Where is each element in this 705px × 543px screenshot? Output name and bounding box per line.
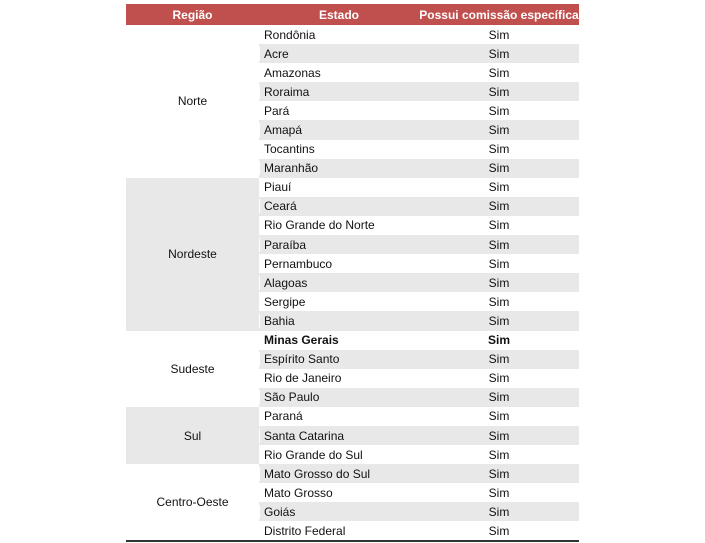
- header-regiao: Região: [172, 7, 213, 22]
- commission-value: Sim: [488, 275, 510, 290]
- table-header: [126, 4, 579, 25]
- state-name: Acre: [259, 47, 419, 61]
- region-name: Sul: [126, 407, 259, 464]
- state-name: Ceará: [259, 199, 419, 213]
- table-row: [259, 331, 579, 350]
- state-name: Pernambuco: [259, 257, 419, 271]
- table-row: [259, 273, 579, 292]
- commission-value: Sim: [488, 142, 510, 157]
- commission-value: Sim: [487, 333, 510, 348]
- table-row: [259, 120, 579, 139]
- region-group: [126, 25, 579, 178]
- table-row: [259, 197, 579, 216]
- commission-value: Sim: [488, 371, 510, 386]
- commission-value: Sim: [488, 218, 510, 233]
- table-row: [259, 502, 579, 521]
- state-name: Piauí: [259, 180, 419, 194]
- state-name: Tocantins: [259, 142, 419, 156]
- commission-value: Sim: [488, 199, 510, 214]
- commission-value: Sim: [488, 313, 510, 328]
- state-name: Rio Grande do Sul: [259, 448, 419, 462]
- state-name: Alagoas: [259, 276, 419, 290]
- table-row: [259, 483, 579, 502]
- commission-value: Sim: [488, 46, 510, 61]
- table-row: [259, 159, 579, 178]
- commission-value: Sim: [488, 447, 510, 462]
- state-name: Rondônia: [259, 28, 419, 42]
- table-row: [259, 426, 579, 445]
- region-group: [126, 407, 579, 464]
- table-row: [259, 44, 579, 63]
- states-table: [126, 4, 579, 541]
- commission-value: Sim: [488, 390, 510, 405]
- table-row: [259, 521, 579, 540]
- table-row: [259, 235, 579, 254]
- region-name: Nordeste: [126, 178, 259, 331]
- table-row: [259, 311, 579, 330]
- state-name: Paraná: [259, 409, 419, 423]
- region-group: [126, 331, 579, 407]
- state-name: Distrito Federal: [259, 524, 419, 538]
- commission-value: Sim: [488, 27, 510, 42]
- commission-value: Sim: [488, 103, 510, 118]
- table-row: [259, 254, 579, 273]
- commission-value: Sim: [488, 84, 510, 99]
- state-name: Rio de Janeiro: [259, 371, 419, 385]
- commission-value: Sim: [488, 65, 510, 80]
- state-name: Amazonas: [259, 66, 419, 80]
- state-name: Rio Grande do Norte: [259, 218, 419, 232]
- state-name: Maranhão: [259, 161, 419, 175]
- state-name: Sergipe: [259, 295, 419, 309]
- table-row: [259, 101, 579, 120]
- table-row: [259, 25, 579, 44]
- table-row: [259, 82, 579, 101]
- table-body: [126, 25, 579, 541]
- table-row: [259, 216, 579, 235]
- table-row: [259, 388, 579, 407]
- state-name: Mato Grosso do Sul: [259, 467, 419, 481]
- state-name: Roraima: [259, 85, 419, 99]
- region-group: [126, 464, 579, 540]
- region-name: Sudeste: [126, 331, 259, 407]
- state-name: Santa Catarina: [259, 429, 419, 443]
- table-row: [259, 464, 579, 483]
- region-name: Centro-Oeste: [126, 464, 259, 540]
- header-estado: Estado: [318, 7, 359, 22]
- table-row: [259, 292, 579, 311]
- header-comissao: Possui comissão específica: [419, 7, 579, 22]
- table-bottom-border: [126, 540, 579, 542]
- table-row: [259, 63, 579, 82]
- state-name: Bahia: [259, 314, 419, 328]
- commission-value: Sim: [488, 256, 510, 271]
- state-name: Paraíba: [259, 238, 419, 252]
- commission-value: Sim: [488, 428, 510, 443]
- commission-value: Sim: [488, 161, 510, 176]
- commission-value: Sim: [488, 409, 510, 424]
- region-group: [126, 178, 579, 331]
- table-row: [259, 140, 579, 159]
- table-row: [259, 178, 579, 197]
- commission-value: Sim: [488, 180, 510, 195]
- state-name: Mato Grosso: [259, 486, 419, 500]
- table-row: [259, 369, 579, 388]
- table-row: [259, 407, 579, 426]
- state-name: Espírito Santo: [259, 352, 419, 366]
- state-name: Amapá: [259, 123, 419, 137]
- region-name: Norte: [126, 25, 259, 178]
- commission-value: Sim: [488, 504, 510, 519]
- commission-value: Sim: [488, 485, 510, 500]
- commission-value: Sim: [488, 237, 510, 252]
- commission-value: Sim: [488, 123, 510, 138]
- commission-value: Sim: [488, 523, 510, 538]
- commission-value: Sim: [488, 466, 510, 481]
- table-row: [259, 350, 579, 369]
- state-name: Pará: [259, 104, 419, 118]
- commission-value: Sim: [488, 294, 510, 309]
- state-name: Goiás: [259, 505, 419, 519]
- commission-value: Sim: [488, 352, 510, 367]
- state-name: Minas Gerais: [259, 333, 419, 347]
- state-name: São Paulo: [259, 390, 419, 404]
- table-row: [259, 445, 579, 464]
